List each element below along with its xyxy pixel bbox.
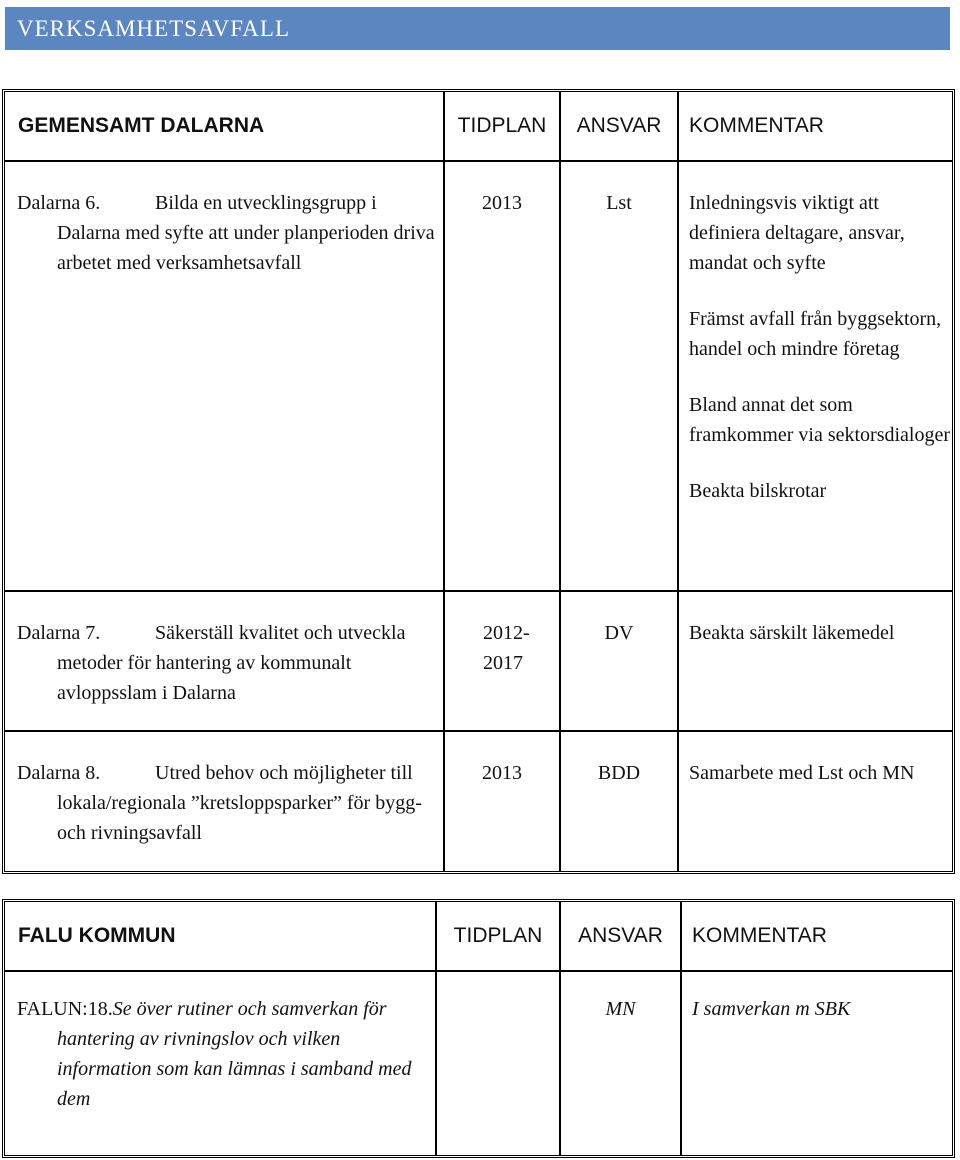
action-number: FALUN:18. <box>17 998 113 1020</box>
header-ansvar: ANSVAR <box>561 92 679 162</box>
action-text: Bilda en utvecklingsgrupp i Dalarna med syfte att under planperioden driva arbetet med verksamhetsavfall <box>57 192 435 274</box>
section-title: FALU KOMMUN <box>5 902 437 972</box>
tidplan-cell <box>437 972 561 1155</box>
gemensamt-dalarna-table <box>2 89 955 874</box>
section-banner: VERKSAMHETSAVFALL <box>5 7 950 50</box>
action-text: Säkerställ kvalitet och utveckla metoder för hantering av kommunalt avloppsslam i Dalarna <box>57 622 406 704</box>
ansvar-cell: DV <box>561 592 679 732</box>
action-cell <box>5 162 445 592</box>
comment-text: Bland annat det som framkommer via sektorsdialoger <box>689 394 951 446</box>
section-title: GEMENSAMT DALARNA <box>5 92 445 162</box>
header-kommentar: KOMMENTAR <box>682 902 952 972</box>
comment-text: I samverkan m SBK <box>692 998 851 1020</box>
action-number: Dalarna 8. <box>17 762 101 784</box>
kommentar-cell <box>679 732 952 871</box>
action-text: Utred behov och möjligheter till lokala/regionala ”kretsloppsparker” för bygg- och rivningsavfall <box>57 762 422 844</box>
action-number: Dalarna 7. <box>17 622 101 644</box>
header-kommentar: KOMMENTAR <box>679 92 952 162</box>
kommentar-cell <box>679 162 952 592</box>
comment-text: Beakta bilskrotar <box>689 480 827 502</box>
table-row <box>5 972 952 1155</box>
tidplan-cell: 2012-2017 <box>445 592 561 732</box>
tidplan-cell: 2013 <box>445 162 561 592</box>
header-tidplan: TIDPLAN <box>445 92 561 162</box>
comment-text: Inledningsvis viktigt att definiera deltagare, ansvar, mandat och syfte <box>689 192 905 274</box>
table-row <box>5 592 952 732</box>
falu-kommun-table <box>2 899 955 1158</box>
kommentar-cell <box>682 972 952 1155</box>
action-cell <box>5 592 445 732</box>
kommentar-cell <box>679 592 952 732</box>
action-cell <box>5 732 445 871</box>
ansvar-cell: MN <box>561 972 682 1155</box>
table-row <box>5 162 952 592</box>
action-cell <box>5 972 437 1155</box>
action-text: Se över rutiner och samverkan för hantering av rivningslov och vilken information som kan lämnas i samband med dem <box>57 998 412 1110</box>
header-ansvar: ANSVAR <box>561 902 682 972</box>
comment-text: Beakta särskilt läkemedel <box>689 622 895 644</box>
table-row <box>5 732 952 871</box>
comment-text: Främst avfall från byggsektorn, handel och mindre företag <box>689 308 942 360</box>
tidplan-cell: 2013 <box>445 732 561 871</box>
ansvar-cell: BDD <box>561 732 679 871</box>
comment-text: Samarbete med Lst och MN <box>689 762 915 784</box>
header-tidplan: TIDPLAN <box>437 902 561 972</box>
action-number: Dalarna 6. <box>17 192 101 214</box>
ansvar-cell: Lst <box>561 162 679 592</box>
